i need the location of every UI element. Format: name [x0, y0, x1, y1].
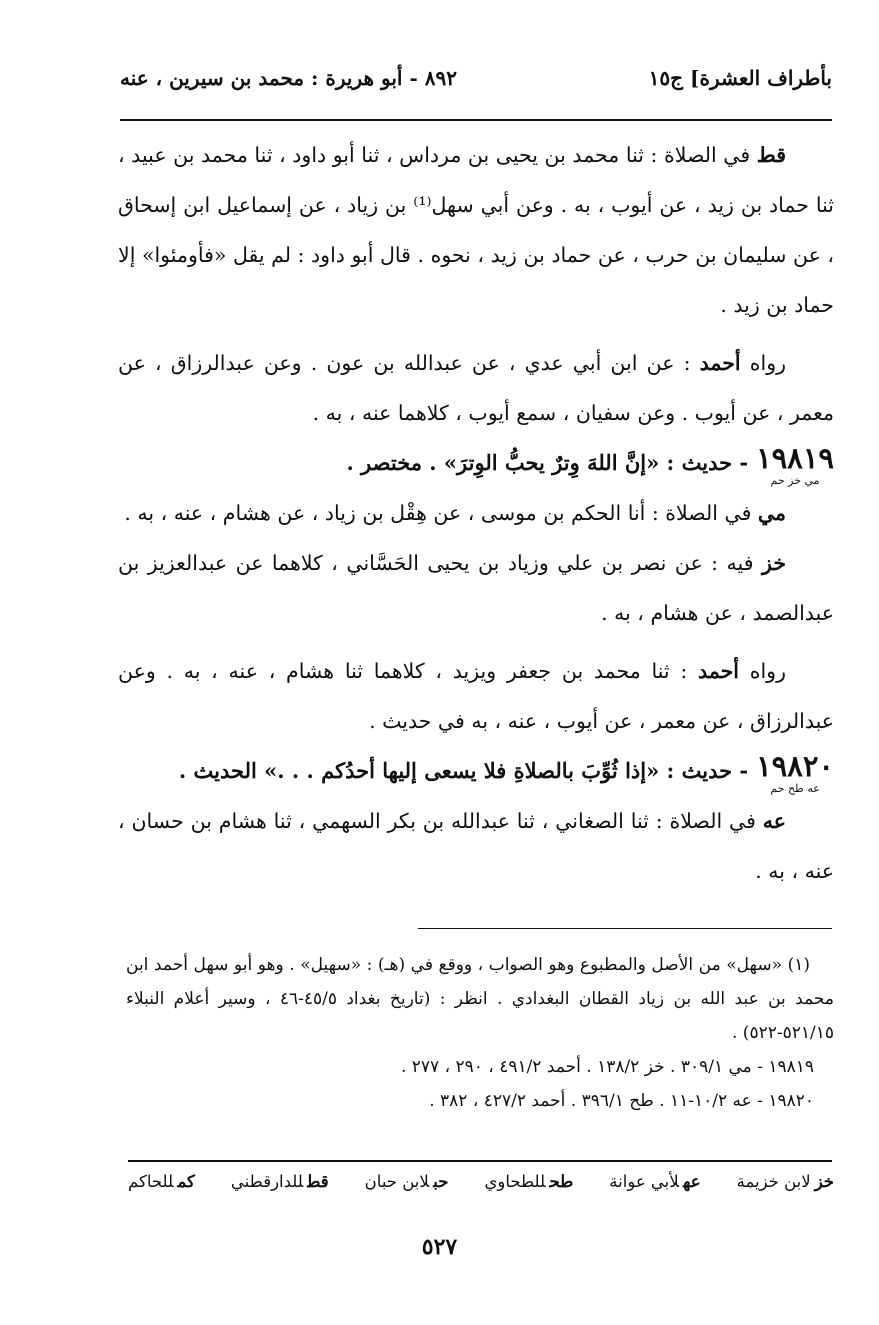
legend-name: للدارقطني — [230, 1172, 304, 1191]
legend-abbr: طح — [549, 1172, 574, 1191]
footnote-1: (١) «سهل» من الأصل والمطبوع وهو الصواب ، ووقع في (هـ) : «سهيل» . وهو أبو سهل أحمد ابن محمد بن عبد الله بن زياد القطان البغدادي . انظر : (تاريخ بغداد ٤٥/٥-٤٦ ، وسير أعلام النبلاء ٥٢١/١٥-٥٢٢) . — [126, 955, 834, 1043]
legend-item-khz — [737, 1172, 834, 1191]
paragraph-text: : ثنا محمد بن جعفر ويزيد ، كلاهما ثنا هشام ، عنه ، به . وعن عبدالرزاق ، عن معمر ، عن أيوب ، عنه ، به في حديث . — [118, 659, 834, 733]
paragraph-mi — [118, 488, 834, 538]
paragraph-ahmad-1 — [118, 338, 834, 438]
legend-abbr: كم — [177, 1172, 195, 1191]
legend-item-km — [128, 1172, 195, 1191]
paragraph-text: : عن ابن أبي عدي ، عن عبدالله بن عون . وعن عبدالرزاق ، عن معمر ، عن أيوب . وعن سفيان ، سمع أيوب ، كلاهما عنه ، به . — [118, 351, 834, 425]
source-reference-19819: ١٩٨١٩ - مي ٣٠٩/١ . خز ١٣٨/٢ . أحمد ٤٩١/٢ ، ٢٩٠ ، ٢٧٧ . — [400, 1057, 814, 1077]
paragraph-text: في الصلاة : ثنا محمد بن يحيى بن مرداس ، ثنا أبو داود ، ثنا محمد بن عبيد ، ثنا حماد بن زيد ، عن أيوب ، به . وعن أبي سهل⁽¹⁾ بن زياد ، عن إسماعيل ابن إسحاق ، عن سليمان بن حرب ، عن حماد بن زيد ، نحوه . قال أبو داود : لم يقل «فأومئوا» إلا حماد بن زيد . — [118, 143, 834, 317]
paragraph-khz — [118, 538, 834, 638]
paragraph-ahmad-2 — [118, 646, 834, 746]
legend-abbr: عه — [683, 1172, 701, 1191]
legend-name: لأبي عوانة — [609, 1172, 680, 1191]
source-name: أحمد — [698, 659, 739, 683]
source-abbr: قط — [756, 143, 786, 167]
paragraph-ah — [118, 796, 834, 896]
legend-abbr: قط — [307, 1172, 329, 1191]
source-name: أحمد — [699, 351, 741, 375]
paragraph-prefix: رواه — [739, 659, 786, 683]
header-volume-title: بأطراف العشرة] ج١٥ — [648, 66, 832, 90]
source-abbr: عه — [762, 809, 786, 833]
paragraph-text: في الصلاة : ثنا الصغاني ، ثنا عبدالله بن بكر السهمي ، ثنا هشام بن حسان ، عنه ، به . — [118, 809, 834, 883]
legend-abbr: حب — [433, 1172, 449, 1191]
legend-rule — [128, 1160, 832, 1162]
abbreviation-legend — [128, 1172, 834, 1191]
hadith-title: - حديث : «إذا ثُوِّبَ بالصلاةِ فلا يسعى إليها أحدُكم . . .» الحديث . — [178, 758, 749, 783]
paragraph-prefix: رواه — [740, 351, 786, 375]
main-text — [118, 130, 834, 896]
source-abbr: خز — [762, 551, 786, 575]
hadith-heading-19820 — [118, 746, 834, 796]
running-header — [120, 58, 832, 98]
legend-item-th — [484, 1172, 573, 1191]
hadith-number — [756, 749, 834, 795]
legend-item-hb — [365, 1172, 449, 1191]
legend-name: لابن خزيمة — [736, 1172, 811, 1191]
source-reference-19820: ١٩٨٢٠ - عه ١٠/٢-١١ . طح ٣٩٦/١ . أحمد ٤٢٧/٢ ، ٣٨٢ . — [429, 1091, 814, 1111]
paragraph-qt — [118, 130, 834, 330]
hadith-number-value: ١٩٨١٩ — [756, 441, 834, 475]
paragraph-text: في الصلاة : أنا الحكم بن موسى ، عن هِقْل بن زياد ، عن هشام ، عنه ، به . — [124, 501, 758, 525]
hadith-title: - حديث : «إنَّ اللهَ وِترٌ يحبُّ الوِترَ» . مختصر . — [346, 450, 749, 475]
legend-item-qt — [231, 1172, 329, 1191]
legend-abbr: خز — [814, 1172, 834, 1191]
paragraph-text: فيه : عن نصر بن علي وزياد بن يحيى الحَسَّاني ، كلاهما عن عبدالعزيز بن عبدالصمد ، عن هشام ، به . — [118, 551, 834, 625]
header-section-title: ٨٩٢ - أبو هريرة : محمد بن سيرين ، عنه — [120, 66, 457, 90]
page-number: ٥٢٧ — [421, 1234, 458, 1260]
footnotes — [126, 948, 834, 1118]
legend-name: للطحاوي — [484, 1172, 546, 1191]
footnote-rule — [418, 928, 832, 929]
legend-name: لابن حبان — [364, 1172, 430, 1191]
hadith-sigla: عه طح حم — [770, 782, 820, 795]
legend-item-ah — [609, 1172, 700, 1191]
source-abbr: مي — [757, 501, 786, 525]
hadith-number — [756, 441, 834, 487]
header-rule — [120, 119, 832, 121]
hadith-heading-19819 — [118, 438, 834, 488]
hadith-number-value: ١٩٨٢٠ — [756, 749, 834, 783]
legend-name: للحاكم — [128, 1172, 174, 1191]
hadith-sigla: مي خز حم — [770, 474, 820, 487]
